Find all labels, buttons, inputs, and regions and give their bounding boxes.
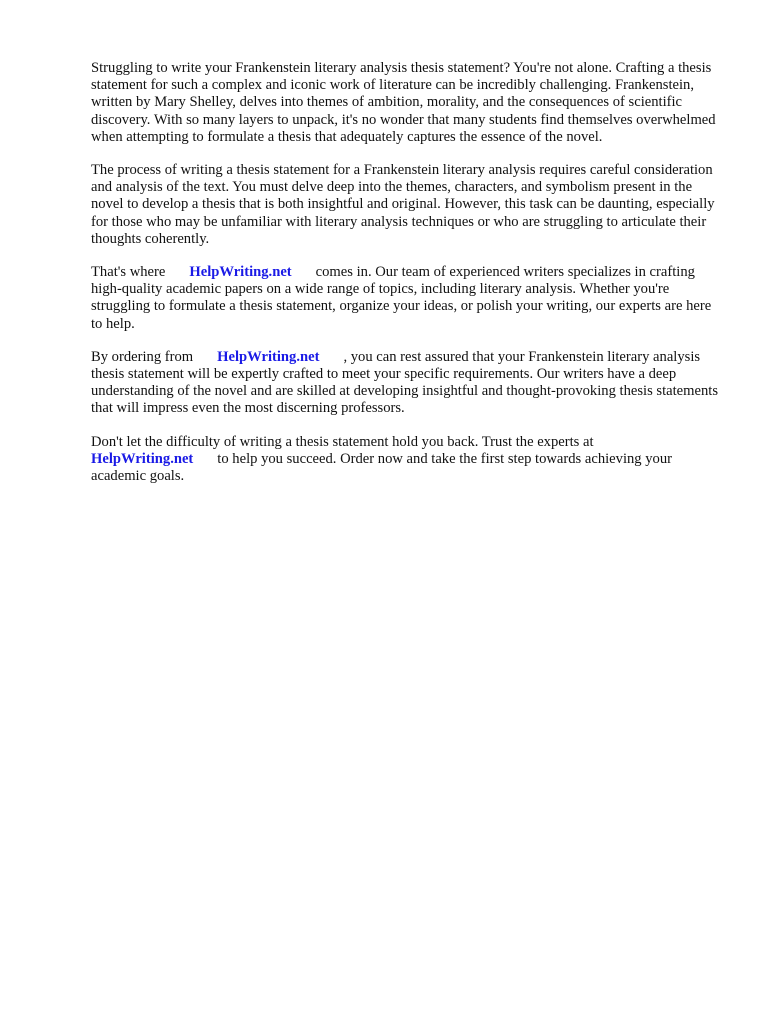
paragraph-thats-where [91, 264, 723, 333]
paragraph-text-before-link: By ordering from [91, 348, 194, 365]
paragraph-text-before-link: That's where [91, 264, 166, 281]
paragraph-intro: Struggling to write your Frankenstein literary analysis thesis statement? You're not alone. Crafting a thesis statement for such a complex and iconic work of literature can be incredibly challenging. Frankenstein, written by Mary Shelley, delves into themes of ambition, morality, and the consequences of scientific discovery. With so many layers to unpack, it's no wonder that many students find themselves overwhelmed when attempting to formulate a thesis that adequately captures the essence of the novel. [91, 60, 716, 145]
helpwriting-link[interactable]: HelpWriting.net [189, 264, 292, 281]
paragraph-process: The process of writing a thesis statement for a Frankenstein literary analysis requires careful consideration and analysis of the text. You must delve deep into the themes, characters, and symbolism present in the novel to develop a thesis that is both insightful and original. However, this task can be daunting, especially for those who may be unfamiliar with literary analysis techniques or who are struggling to articulate their thoughts coherently. [91, 162, 715, 247]
paragraph-text-after-link: to help you succeed. Order now and take the first step towards achieving your academic goals. [91, 450, 672, 485]
paragraph-text-after-link: comes in. Our team of experienced writers specializes in crafting high-quality academic papers on a wide range of topics, including literary analysis. Whether you're struggling to formulate a thesis statement, organize your ideas, or polish your writing, our experts are here to help. [91, 264, 712, 332]
paragraph-ordering [91, 349, 723, 418]
paragraph-closing [91, 434, 723, 486]
helpwriting-link[interactable]: HelpWriting.net [217, 348, 320, 365]
document-page [91, 60, 723, 501]
paragraph-text-after-link: , you can rest assured that your Frankenstein literary analysis thesis statement will be expertly crafted to meet your specific requirements. Our writers have a deep understanding of the novel and are skilled at developing insightful and thought-provoking thesis statements that will impress even the most discerning professors. [91, 348, 719, 417]
paragraph-text-before-link: Don't let the difficulty of writing a thesis statement hold you back. Trust the experts at [91, 433, 594, 450]
helpwriting-link[interactable]: HelpWriting.net [91, 450, 194, 467]
